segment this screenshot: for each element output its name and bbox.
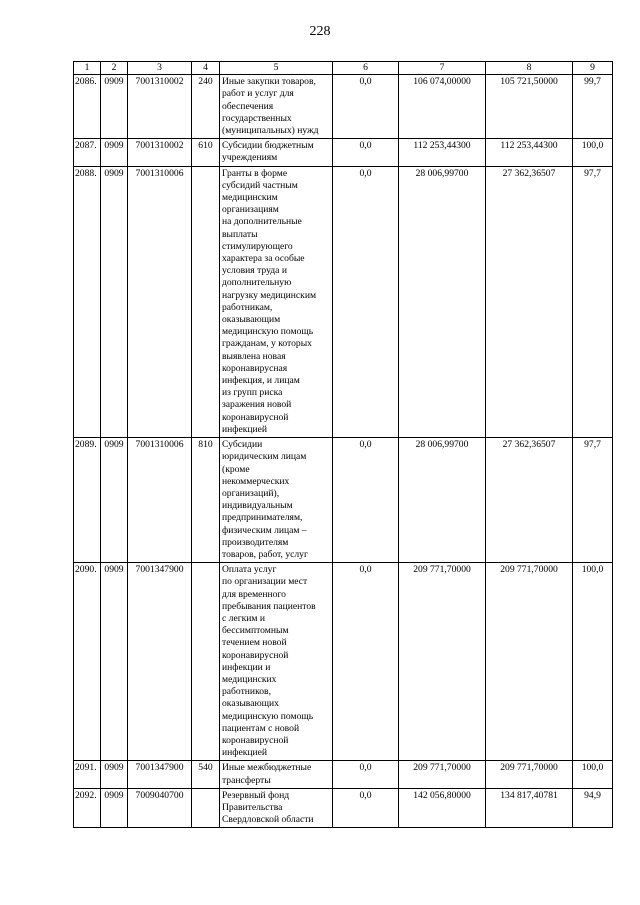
column-header: 3 [128, 62, 192, 75]
section-code: 0909 [101, 563, 128, 761]
section-code: 0909 [101, 788, 128, 828]
table-row [74, 788, 613, 828]
column-header: 4 [192, 62, 220, 75]
section-code: 0909 [101, 438, 128, 563]
value-col7: 106 074,00000 [399, 75, 486, 139]
column-number-header-row [74, 62, 613, 75]
value-col9: 99,7 [573, 75, 613, 139]
table-row [74, 75, 613, 139]
expense-type-code [192, 166, 220, 437]
value-col9: 97,7 [573, 166, 613, 437]
value-col8: 134 817,40781 [486, 788, 573, 828]
expense-type-code [192, 563, 220, 761]
value-col7: 209 771,70000 [399, 761, 486, 788]
target-article-code: 7009040700 [128, 788, 192, 828]
target-article-code: 7001310006 [128, 166, 192, 437]
value-col7: 28 006,99700 [399, 166, 486, 437]
target-article-code: 7001347900 [128, 761, 192, 788]
section-code: 0909 [101, 139, 128, 166]
value-col8: 27 362,36507 [486, 166, 573, 437]
value-col6: 0,0 [333, 761, 399, 788]
column-header: 5 [220, 62, 333, 75]
column-header: 1 [74, 62, 101, 75]
item-name: Субсидии бюджетным учреждениям [220, 139, 333, 166]
section-code: 0909 [101, 166, 128, 437]
value-col9: 94,9 [573, 788, 613, 828]
value-col8: 209 771,70000 [486, 563, 573, 761]
expense-type-code: 810 [192, 438, 220, 563]
target-article-code: 7001310002 [128, 75, 192, 139]
table-row [74, 563, 613, 761]
target-article-code: 7001347900 [128, 563, 192, 761]
row-number: 2086. [74, 75, 101, 139]
row-number: 2090. [74, 563, 101, 761]
value-col9: 97,7 [573, 438, 613, 563]
expense-type-code [192, 788, 220, 828]
table-row [74, 438, 613, 563]
value-col6: 0,0 [333, 788, 399, 828]
target-article-code: 7001310002 [128, 139, 192, 166]
item-name: Иные межбюджетные трансферты [220, 761, 333, 788]
value-col7: 142 056,80000 [399, 788, 486, 828]
value-col8: 27 362,36507 [486, 438, 573, 563]
value-col8: 112 253,44300 [486, 139, 573, 166]
table-row [74, 139, 613, 166]
column-header: 2 [101, 62, 128, 75]
expense-type-code: 610 [192, 139, 220, 166]
item-name: Резервный фонд Правительства Свердловской области [220, 788, 333, 828]
value-col8: 209 771,70000 [486, 761, 573, 788]
section-code: 0909 [101, 75, 128, 139]
item-name: Субсидии юридическим лицам (кроме некоммерческих организаций), индивидуальным предпринимателям, физическим лицам – производителям товаров, работ, услуг [220, 438, 333, 563]
table-row [74, 166, 613, 437]
value-col6: 0,0 [333, 139, 399, 166]
value-col8: 105 721,50000 [486, 75, 573, 139]
row-number: 2087. [74, 139, 101, 166]
column-header: 8 [486, 62, 573, 75]
value-col9: 100,0 [573, 563, 613, 761]
value-col6: 0,0 [333, 438, 399, 563]
value-col6: 0,0 [333, 563, 399, 761]
page-number: 228 [309, 24, 331, 39]
target-article-code: 7001310006 [128, 438, 192, 563]
value-col9: 100,0 [573, 139, 613, 166]
section-code: 0909 [101, 761, 128, 788]
row-number: 2092. [74, 788, 101, 828]
value-col7: 209 771,70000 [399, 563, 486, 761]
row-number: 2088. [74, 166, 101, 437]
row-number: 2089. [74, 438, 101, 563]
expense-type-code: 240 [192, 75, 220, 139]
value-col7: 112 253,44300 [399, 139, 486, 166]
column-header: 9 [573, 62, 613, 75]
value-col7: 28 006,99700 [399, 438, 486, 563]
item-name: Гранты в форме субсидий частным медицинским организациям на дополнительные выплаты стимулирующего характера за особые условия труда и дополнительную нагрузку медицинским работникам, оказывающим медицинскую помощь гражданам, у которых выявлена новая коронавирусная инфекция, и лицам из групп риска заражения новой коронавирусной инфекцией [220, 166, 333, 437]
value-col6: 0,0 [333, 166, 399, 437]
column-header: 7 [399, 62, 486, 75]
table-row [74, 761, 613, 788]
value-col9: 100,0 [573, 761, 613, 788]
value-col6: 0,0 [333, 75, 399, 139]
budget-table [73, 61, 613, 828]
column-header: 6 [333, 62, 399, 75]
row-number: 2091. [74, 761, 101, 788]
item-name: Иные закупки товаров, работ и услуг для обеспечения государственных (муниципальных) нужд [220, 75, 333, 139]
expense-type-code: 540 [192, 761, 220, 788]
item-name: Оплата услуг по организации мест для временного пребывания пациентов с легким и бессимптомным течением новой коронавирусной инфекции и медицинских работников, оказывающих медицинскую помощь пациентам с новой коронавирусной инфекцией [220, 563, 333, 761]
